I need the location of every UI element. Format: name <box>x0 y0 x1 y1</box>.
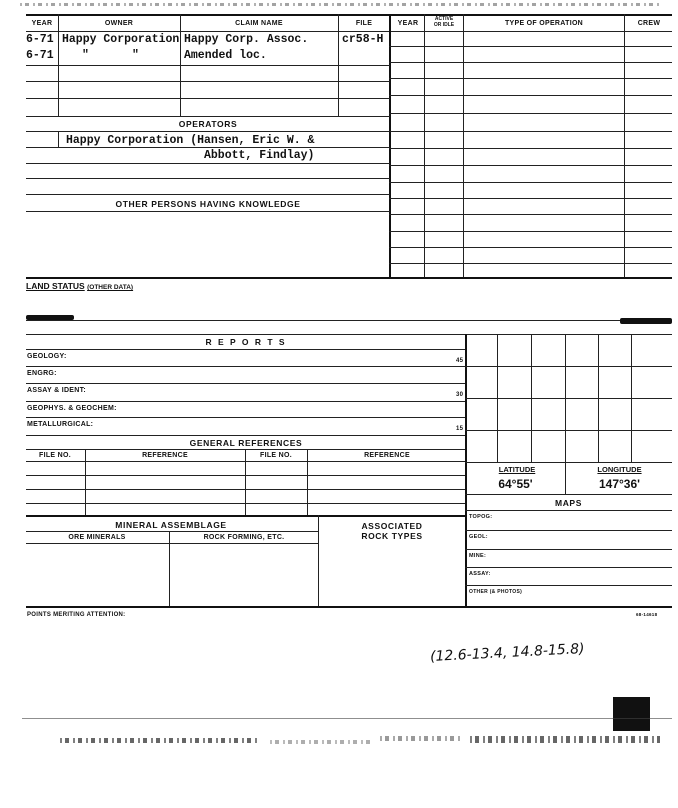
claim-owner: Happy Corporation <box>62 33 180 46</box>
row-line <box>465 567 672 568</box>
row-line <box>26 320 672 321</box>
row-line <box>465 530 672 531</box>
col-file-no: FILE NO. <box>39 452 71 459</box>
col-type-of-operation: TYPE OF OPERATION <box>504 20 584 27</box>
longitude-label: LONGITUDE <box>597 465 642 474</box>
row-line <box>26 489 466 490</box>
scan-line <box>22 718 672 719</box>
divider <box>624 14 625 278</box>
col-reference-2: REFERENCE <box>364 452 410 459</box>
latitude-label: LATITUDE <box>498 465 536 474</box>
section-line <box>26 435 466 436</box>
divider <box>58 131 59 147</box>
section-line <box>26 449 466 450</box>
row-line <box>389 46 672 47</box>
grid-line <box>465 398 672 399</box>
associated-rock-types <box>320 521 464 541</box>
claim-file: cr58-H <box>342 33 384 46</box>
scan-noise <box>60 738 260 743</box>
section-line <box>26 131 390 132</box>
row-line <box>389 113 672 114</box>
claim-owner-ditto: " <box>132 49 139 62</box>
claim-name: Happy Corp. Assoc. <box>184 33 309 46</box>
claim-year: 6-71 <box>26 49 54 62</box>
row-line <box>26 401 466 402</box>
report-number: 30 <box>456 392 464 398</box>
row-line <box>389 62 672 63</box>
grid-line <box>465 462 672 463</box>
col-owner: OWNER <box>104 20 134 27</box>
associated-rock-types-line1: ASSOCIATED <box>361 521 423 531</box>
grid-line <box>465 366 672 367</box>
col-file-no-2: FILE NO. <box>260 452 292 459</box>
report-geophys: GEOPHYS. & GEOCHEM: <box>27 405 117 412</box>
divider <box>169 531 170 606</box>
header-bottom-line <box>26 31 672 32</box>
report-number: 15 <box>456 426 464 432</box>
land-status <box>26 281 133 291</box>
row-line <box>26 178 390 179</box>
section-divider <box>465 334 467 606</box>
section-divider <box>389 14 391 278</box>
section-line <box>26 116 390 117</box>
row-line <box>26 163 390 164</box>
row-line <box>389 198 672 199</box>
row-line <box>26 503 466 504</box>
associated-rock-types-line2: ROCK TYPES <box>361 531 423 541</box>
map-other: OTHER (& PHOTOS) <box>469 589 523 595</box>
col-reference: REFERENCE <box>142 452 188 459</box>
map-topog: TOPOG: <box>469 514 493 520</box>
row-line <box>389 131 672 132</box>
col-ore-minerals: ORE MINERALS <box>68 534 126 541</box>
map-assay: ASSAY: <box>469 571 491 577</box>
col-active-idle <box>426 16 462 28</box>
scan-noise <box>270 740 370 744</box>
general-references-title: GENERAL REFERENCES <box>189 438 303 448</box>
grid-line <box>465 430 672 431</box>
land-status-subtitle: (OTHER DATA) <box>87 284 134 291</box>
row-line <box>389 231 672 232</box>
col-idle: OR IDLE <box>433 22 455 28</box>
report-number: 45 <box>456 358 464 364</box>
scan-noise <box>380 736 460 741</box>
scan-noise <box>20 3 660 6</box>
section-line <box>26 543 318 544</box>
report-metallurgical: METALLURGICAL: <box>27 421 94 428</box>
row-line <box>389 78 672 79</box>
col-claim-name: CLAIM NAME <box>235 20 283 27</box>
row-line <box>26 65 390 66</box>
section-line <box>26 334 672 335</box>
report-assay: ASSAY & IDENT: <box>27 387 87 394</box>
col-crew: CREW <box>637 20 661 27</box>
operators-title: OPERATORS <box>178 119 238 129</box>
grid-line <box>565 334 566 494</box>
row-line <box>389 214 672 215</box>
row-line <box>465 585 672 586</box>
row-line <box>389 95 672 96</box>
divider <box>245 449 246 515</box>
row-line <box>465 549 672 550</box>
section-line <box>26 194 390 195</box>
divider <box>85 449 86 515</box>
other-persons-title: OTHER PERSONS HAVING KNOWLEDGE <box>115 199 301 209</box>
latitude-value: 64°55' <box>498 477 533 491</box>
col-year: YEAR <box>31 20 53 27</box>
claim-year: 6-71 <box>26 33 54 46</box>
row-line <box>389 247 672 248</box>
land-status-title: LAND STATUS <box>26 281 85 291</box>
col-file: FILE <box>355 20 373 27</box>
section-line <box>26 349 466 350</box>
row-line <box>26 98 390 99</box>
report-geology: GEOLOGY: <box>27 353 67 360</box>
operator-line-2: Abbott, Findlay) <box>204 149 315 162</box>
reports-title: R E P O R T S <box>205 337 287 347</box>
row-line <box>389 263 672 264</box>
section-line <box>465 510 672 511</box>
row-line <box>389 148 672 149</box>
divider <box>307 449 308 515</box>
section-line <box>465 494 672 495</box>
col-active: ACTIVE <box>434 16 454 22</box>
divider <box>463 14 464 278</box>
longitude-value: 147°36' <box>598 477 641 491</box>
row-line <box>26 81 390 82</box>
row-line <box>26 461 466 462</box>
mineral-assemblage-title: MINERAL ASSEMBLAGE <box>115 520 227 530</box>
row-line <box>26 417 466 418</box>
points-meriting-attention: POINTS MERITING ATTENTION: <box>27 612 126 618</box>
section-line <box>26 531 318 532</box>
claim-name: Amended loc. <box>184 49 267 62</box>
row-line <box>26 366 466 367</box>
row-line <box>26 383 466 384</box>
section-border <box>26 515 466 517</box>
section-border <box>26 277 672 279</box>
section-line <box>26 211 390 212</box>
operator-line-1: Happy Corporation (Hansen, Eric W. & <box>66 134 315 147</box>
map-mine: MINE: <box>469 553 487 559</box>
maps-title: MAPS <box>555 498 582 508</box>
scan-blot <box>613 697 650 731</box>
row-line <box>389 165 672 166</box>
bottom-border <box>26 606 672 608</box>
divider <box>318 515 319 606</box>
row-line <box>389 182 672 183</box>
form-number: 68-14618 <box>636 612 658 617</box>
scan-smudge <box>620 318 672 324</box>
report-engrg: ENGRG: <box>27 370 57 377</box>
divider <box>424 14 425 278</box>
row-line <box>26 475 466 476</box>
scan-noise <box>470 736 660 743</box>
claim-owner-ditto: " <box>82 49 89 62</box>
col-rock-forming: ROCK FORMING, ETC. <box>203 534 285 541</box>
map-geol: GEOL: <box>469 534 488 540</box>
row-line <box>26 147 390 148</box>
top-border <box>26 14 672 16</box>
handwritten-note: (12.6-13.4, 14.8-15.8) <box>429 640 585 666</box>
col-year-2: YEAR <box>397 20 419 27</box>
